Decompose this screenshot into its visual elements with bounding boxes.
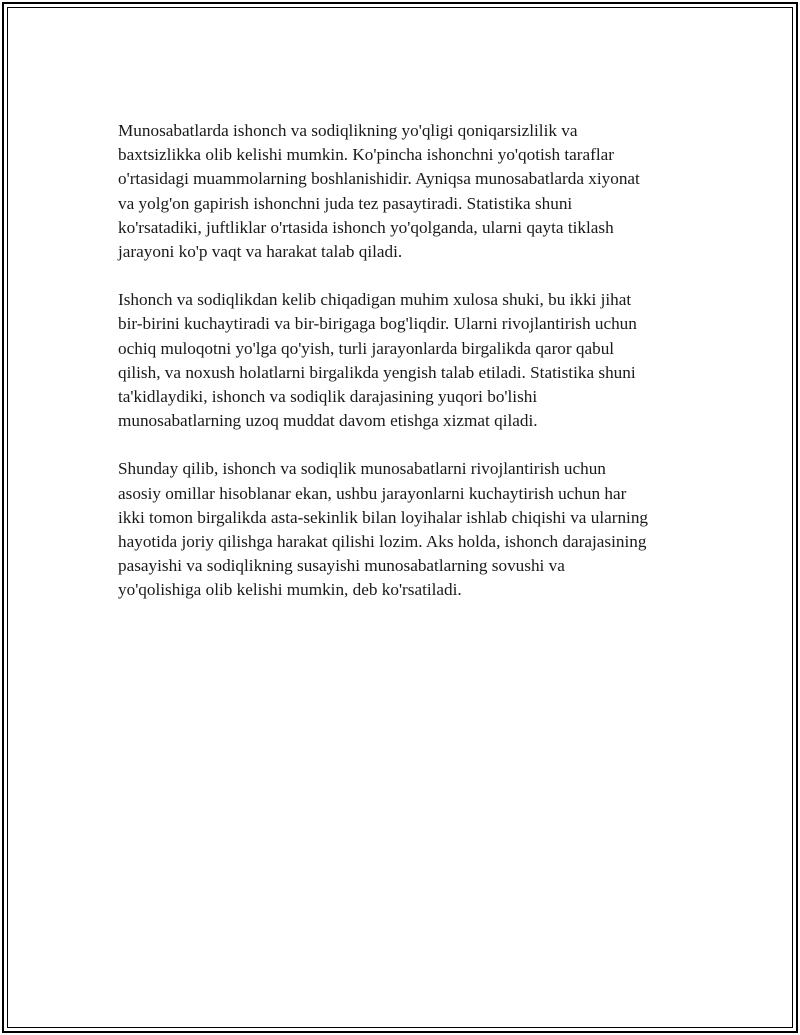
paragraph-1: Munosabatlarda ishonch va sodiqlikning yo'qligi qoniqarsizlilik va baxtsizlikka olib kelishi mumkin. Ko'pincha ishonchni yo'qotish taraflar o'rtasidagi muammolarning boshlanishidir. Ayniqsa munosabatlarda xiyonat va yolg'on gapirish ishonchni juda tez pasaytiradi. Statistika shuni ko'rsatadiki, juftliklar o'rtasida ishonch yo'qolganda, ularni qayta tiklash jarayoni ko'p vaqt va harakat talab qiladi. [118, 121, 640, 262]
paragraph-2: Ishonch va sodiqlikdan kelib chiqadigan muhim xulosa shuki, bu ikki jihat bir-birini kuchaytiradi va bir-birigaga bog'liqdir. Ularni rivojlantirish uchun ochiq muloqotni yo'lga qo'yish, turli jarayonlarda birgalikda qaror qabul qilish, va noxush holatlarni birgalikda yengish talab etiladi. Statistika shuni ta'kidlaydiki, ishonch va sodiqlik darajasining yuqori bo'lishi munosabatlarning uzoq muddat davom etishga xizmat qiladi. [118, 290, 637, 431]
paragraph-3: Shunday qilib, ishonch va sodiqlik munosabatlarni rivojlantirish uchun asosiy omillar hisoblanar ekan, ushbu jarayonlarni kuchaytirish uchun har ikki tomon birgalikda asta-sekinlik bilan loyihalar ishlab chiqishi va ularning hayotida joriy qilishga harakat qilishi lozim. Aks holda, ishonch darajasining pasayishi va sodiqlikning susayishi munosabatlarning sovushi va yo'qolishiga olib kelishi mumkin, deb ko'rsatiladi. [118, 459, 649, 600]
document-body [118, 119, 698, 627]
